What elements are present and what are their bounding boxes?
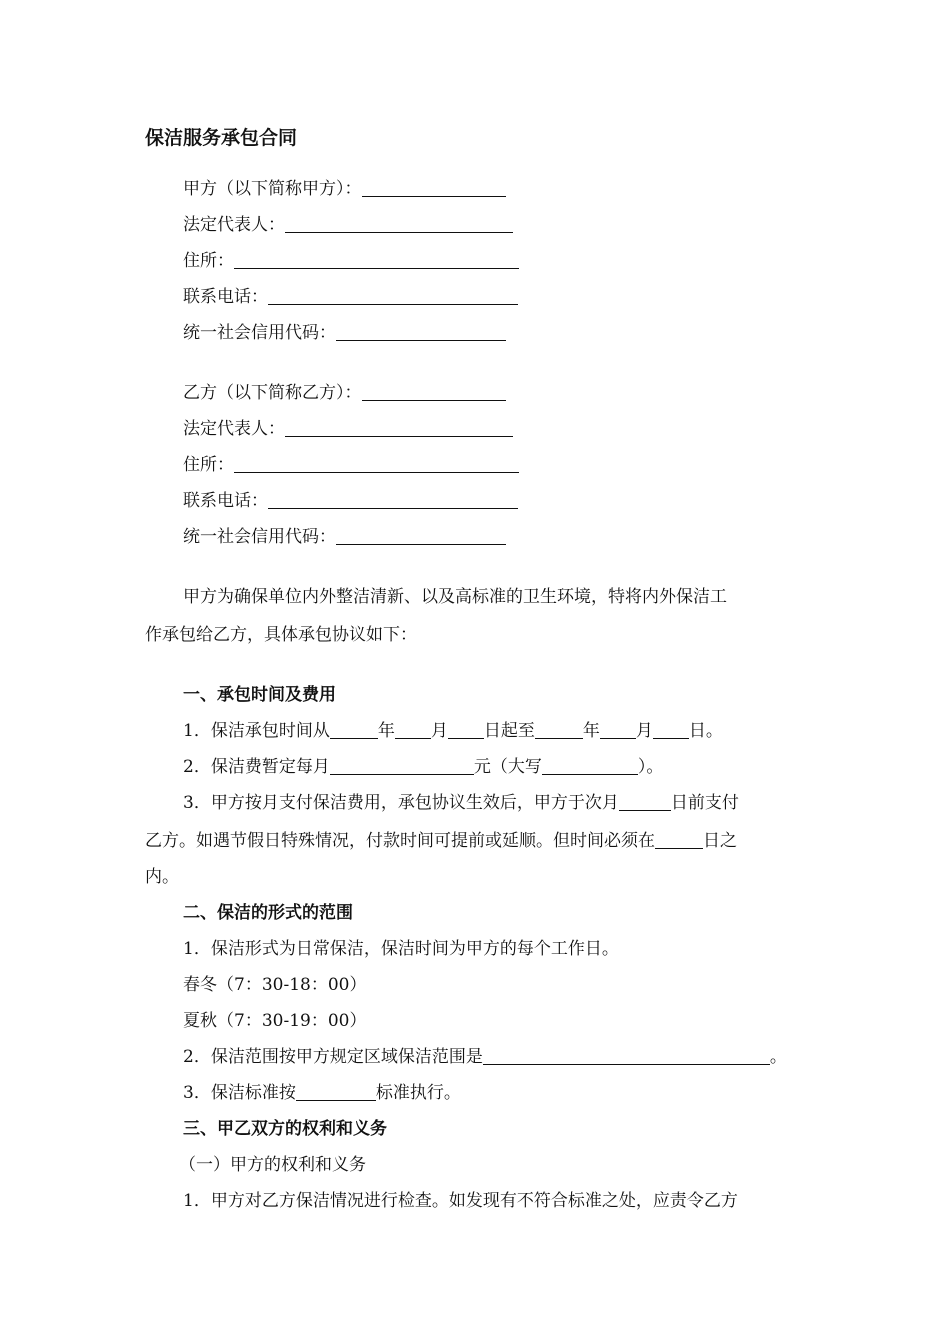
party-b-phone-label: 联系电话： [183, 491, 268, 511]
party-a-address-blank[interactable] [234, 250, 519, 269]
payment-limit-label: 日之 [703, 831, 737, 851]
party-a-name-label: 甲方（以下简称甲方）： [183, 179, 362, 199]
party-b-credit-code-line [145, 519, 810, 555]
party-a-credit-code-line [145, 315, 810, 351]
party-a-phone-label: 联系电话： [183, 287, 268, 307]
party-b-credit-code-label: 统一社会信用代码： [183, 527, 336, 547]
payment-holiday-text: 乙方。如遇节假日特殊情况，付款时间可提前或延顺。但时间必须在 [145, 831, 655, 851]
day-end-label: 日。 [688, 721, 723, 741]
document-title: 保洁服务承包合同 [145, 127, 298, 149]
section2-item2 [145, 1039, 810, 1075]
party-b-address-line [145, 447, 810, 483]
party-a-credit-code-label: 统一社会信用代码： [183, 323, 336, 343]
party-b-name-line [145, 375, 810, 411]
scope-text: 2．保洁范围按甲方规定区域保洁范围是 [183, 1047, 483, 1067]
section1-item3-line2 [145, 823, 810, 859]
year-label: 年 [377, 721, 395, 741]
year-label: 年 [582, 721, 600, 741]
fee-text: 2．保洁费暂定每月 [183, 757, 330, 777]
end-month-blank[interactable] [600, 720, 636, 739]
standard-text: 3．保洁标准按 [183, 1083, 296, 1103]
party-b-phone-blank[interactable] [268, 490, 518, 509]
fee-close-paren: ）。 [637, 757, 664, 777]
section2-item1: 1．保洁形式为日常保洁，保洁时间为甲方的每个工作日。 [183, 939, 619, 959]
party-b-credit-code-blank[interactable] [336, 526, 506, 545]
party-b-phone-line [145, 483, 810, 519]
section3-heading: 三、甲乙双方的权利和义务 [183, 1119, 387, 1139]
section1-heading: 一、承包时间及费用 [183, 685, 336, 705]
section3-sub1: （一）甲方的权利和义务 [179, 1155, 366, 1175]
month-label: 月 [430, 721, 448, 741]
section1-item2 [145, 749, 810, 785]
day-to-label: 日起至 [483, 721, 535, 741]
payment-text: 3．甲方按月支付保洁费用，承包协议生效后，甲方于次月 [183, 793, 619, 813]
party-a-address-label: 住所： [183, 251, 234, 271]
section2-heading: 二、保洁的形式的范围 [183, 903, 353, 923]
payment-day-blank[interactable] [619, 792, 671, 811]
spring-winter-hours: 春冬（7：30-18：00） [183, 975, 367, 995]
start-year-blank[interactable] [330, 720, 378, 739]
intro-line-1: 甲方为确保单位内外整洁清新、以及高标准的卫生环境，特将内外保洁工 [183, 587, 727, 607]
party-b-rep-line [145, 411, 810, 447]
party-b-rep-label: 法定代表人： [183, 419, 285, 439]
fee-uppercase-label: 元（大写 [473, 757, 542, 777]
party-a-phone-blank[interactable] [268, 286, 518, 305]
party-a-phone-line [145, 279, 810, 315]
party-b-address-label: 住所： [183, 455, 234, 475]
party-b-name-label: 乙方（以下简称乙方）： [183, 383, 362, 403]
standard-blank[interactable] [296, 1082, 376, 1101]
scope-blank[interactable] [483, 1046, 770, 1065]
start-day-blank[interactable] [448, 720, 484, 739]
standard-exec-label: 标准执行。 [375, 1083, 461, 1103]
party-a-rep-blank[interactable] [285, 214, 513, 233]
party-a-rep-line [145, 207, 810, 243]
month-label: 月 [635, 721, 653, 741]
section1-item1 [145, 713, 810, 749]
end-day-blank[interactable] [653, 720, 689, 739]
scope-period: 。 [769, 1047, 787, 1067]
summer-autumn-hours: 夏秋（7：30-19：00） [183, 1011, 367, 1031]
intro-line-2: 作承包给乙方，具体承包协议如下： [145, 625, 417, 645]
party-a-credit-code-blank[interactable] [336, 322, 506, 341]
party-a-address-line [145, 243, 810, 279]
section1-item3-line1 [145, 785, 810, 821]
end-year-blank[interactable] [535, 720, 583, 739]
party-a-name-line [145, 171, 810, 207]
party-a-name-blank[interactable] [362, 178, 506, 197]
item1-text-from: 1．保洁承包时间从 [183, 721, 330, 741]
section2-item3 [145, 1075, 810, 1111]
payment-before-label: 日前支付 [670, 793, 739, 813]
party-a-rep-label: 法定代表人： [183, 215, 285, 235]
section3-item1: 1．甲方对乙方保洁情况进行检查。如发现有不符合标准之处，应责令乙方 [183, 1191, 738, 1211]
monthly-fee-blank[interactable] [330, 756, 474, 775]
payment-limit-blank[interactable] [655, 830, 703, 849]
fee-uppercase-blank[interactable] [542, 756, 638, 775]
section1-item3-line3: 内。 [145, 867, 179, 887]
party-b-address-blank[interactable] [234, 454, 519, 473]
party-b-rep-blank[interactable] [285, 418, 513, 437]
party-b-name-blank[interactable] [362, 382, 506, 401]
start-month-blank[interactable] [395, 720, 431, 739]
